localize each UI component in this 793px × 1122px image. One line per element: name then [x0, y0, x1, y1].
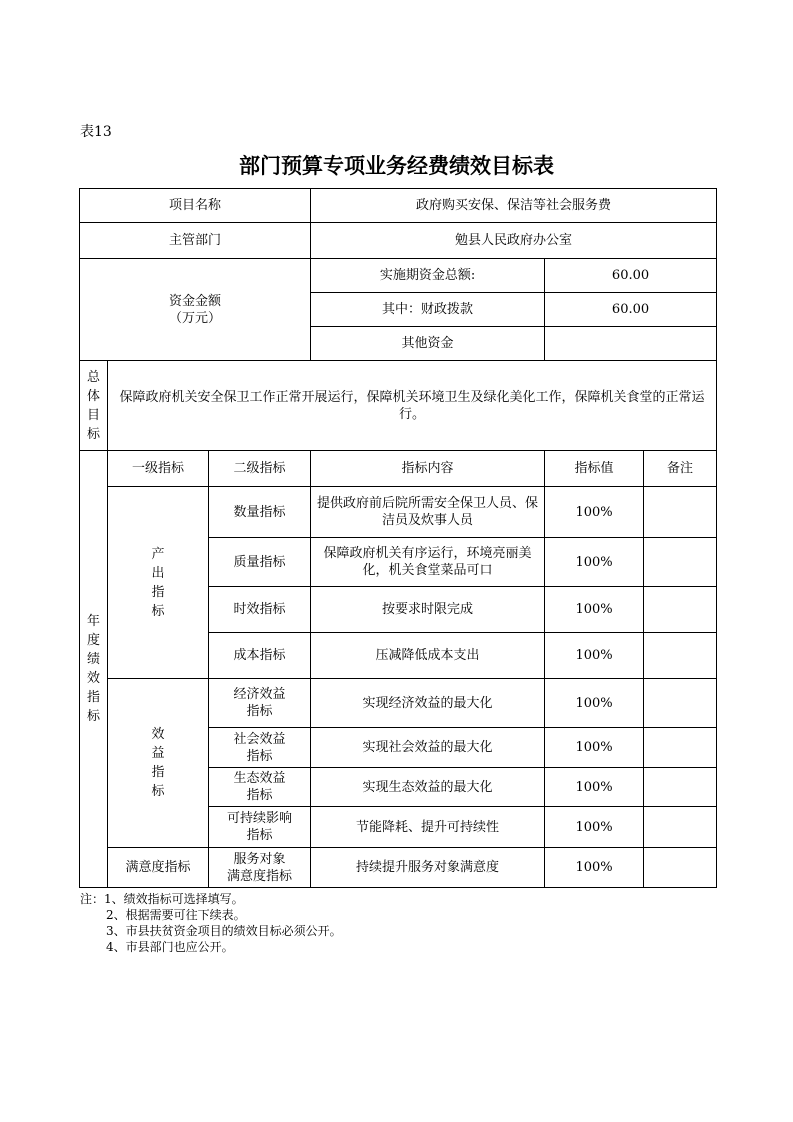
note-item: 4、市县部门也应公开。 — [106, 940, 234, 954]
value-cell: 100% — [545, 679, 644, 728]
benefit-label: 效益指标 — [151, 727, 165, 799]
level2-cell: 数量指标 — [209, 487, 311, 538]
value-cell: 100% — [545, 487, 644, 538]
note-item: 3、市县扶贫资金项目的绩效目标必须公开。 — [106, 924, 342, 938]
value-cell: 100% — [545, 633, 644, 679]
indicator-header-row — [80, 451, 717, 487]
value-cell: 100% — [545, 587, 644, 633]
level2-cell — [209, 807, 311, 848]
remark-cell — [644, 679, 717, 728]
table-number: 表13 — [80, 124, 112, 140]
table-row — [80, 487, 717, 538]
overall-goal-label: 总体目标 — [86, 369, 100, 442]
value-cell: 100% — [545, 807, 644, 848]
level2-cell: 时效指标 — [209, 587, 311, 633]
table-row — [80, 679, 717, 728]
funding-fiscal-label: 其中：财政拨款 — [311, 293, 545, 327]
funding-unit: （万元） — [169, 310, 222, 326]
level2-line1: 生态效益 — [233, 771, 286, 786]
funding-total-value: 60.00 — [545, 259, 717, 293]
remark-cell — [644, 587, 717, 633]
remark-cell — [644, 848, 717, 888]
level2-cell: 成本指标 — [209, 633, 311, 679]
overall-goal-label-cell — [80, 361, 108, 451]
content-cell: 节能降耗、提升可持续性 — [311, 807, 545, 848]
output-label: 产出指标 — [151, 546, 165, 619]
level2-cell — [209, 768, 311, 807]
content-cell: 按要求时限完成 — [311, 587, 545, 633]
header-content: 指标内容 — [311, 451, 545, 487]
level2-line2: 满意度指标 — [227, 868, 293, 884]
project-value: 政府购买安保、保洁等社会服务费 — [311, 189, 717, 223]
funding-other-label: 其他资金 — [311, 327, 545, 361]
level2-cell — [209, 848, 311, 888]
level2-line1: 经济效益 — [233, 687, 286, 702]
header-level1: 一级指标 — [108, 451, 209, 487]
level2-cell — [209, 679, 311, 728]
funding-label: 资金金额 — [169, 293, 222, 309]
department-label: 主管部门 — [80, 223, 311, 259]
output-label-cell — [108, 487, 209, 679]
value-cell: 100% — [545, 728, 644, 768]
annual-label-cell — [80, 451, 108, 888]
remark-cell — [644, 807, 717, 848]
funding-total-row — [80, 259, 717, 293]
content-cell: 持续提升服务对象满意度 — [311, 848, 545, 888]
overall-goal-text: 保障政府机关安全保卫工作正常开展运行，保障机关环境卫生及绿化美化工作，保障机关食堂的正常运行。 — [108, 361, 717, 451]
content-cell: 实现社会效益的最大化 — [311, 728, 545, 768]
performance-goal-table — [79, 188, 717, 888]
remark-cell — [644, 768, 717, 807]
department-row — [80, 223, 717, 259]
level2-line1: 可持续影响 — [227, 811, 293, 826]
value-cell: 100% — [545, 848, 644, 888]
benefit-label-cell — [108, 679, 209, 848]
overall-goal-row — [80, 361, 717, 451]
project-label: 项目名称 — [80, 189, 311, 223]
project-row — [80, 189, 717, 223]
funding-label-cell — [80, 259, 311, 361]
annual-label: 年度绩效指标 — [86, 614, 100, 724]
funding-total-label: 实施期资金总额: — [311, 259, 545, 293]
level2-line2: 指标 — [246, 748, 273, 764]
header-remark: 备注 — [644, 451, 717, 487]
header-level2: 二级指标 — [209, 451, 311, 487]
remark-cell — [644, 633, 717, 679]
level2-line2: 指标 — [246, 788, 273, 803]
level2-cell — [209, 728, 311, 768]
table-row — [80, 848, 717, 888]
level2-line2: 指标 — [246, 828, 273, 843]
satisfaction-label: 满意度指标 — [108, 848, 209, 888]
value-cell: 100% — [545, 768, 644, 807]
content-cell: 保障政府机关有序运行，环境亮丽美化，机关食堂菜品可口 — [311, 538, 545, 587]
content-cell: 实现生态效益的最大化 — [311, 768, 545, 807]
note-item: 注：1、绩效指标可选择填写。 — [80, 892, 244, 906]
remark-cell — [644, 728, 717, 768]
remark-cell — [644, 538, 717, 587]
note-item: 2、根据需要可往下续表。 — [106, 908, 246, 922]
remark-cell — [644, 487, 717, 538]
level2-line2: 指标 — [246, 704, 273, 719]
content-cell: 实现经济效益的最大化 — [311, 679, 545, 728]
header-value: 指标值 — [545, 451, 644, 487]
notes — [80, 891, 342, 955]
funding-other-value — [545, 327, 717, 361]
department-value: 勉县人民政府办公室 — [311, 223, 717, 259]
value-cell: 100% — [545, 538, 644, 587]
level2-line1: 服务对象 — [233, 851, 286, 867]
page-title: 部门预算专项业务经费绩效目标表 — [239, 154, 554, 178]
funding-fiscal-value: 60.00 — [545, 293, 717, 327]
content-cell: 压减降低成本支出 — [311, 633, 545, 679]
content-cell: 提供政府前后院所需安全保卫人员、保洁员及炊事人员 — [311, 487, 545, 538]
level2-line1: 社会效益 — [233, 731, 286, 747]
level2-cell: 质量指标 — [209, 538, 311, 587]
